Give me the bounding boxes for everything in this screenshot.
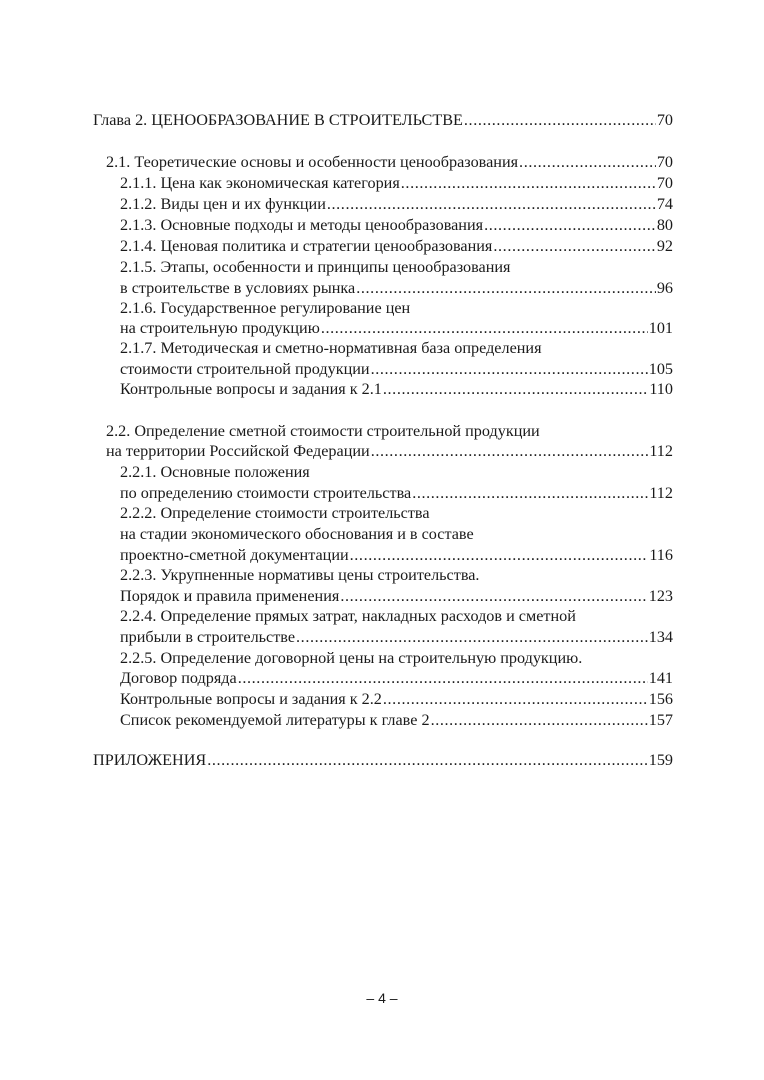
toc-entry-2-1-6-line1: 2.1.6. Государственное регулирование цен: [120, 299, 411, 317]
toc-entry-text: 2.1.2. Виды цен и их функции: [120, 195, 326, 213]
toc-page-number: 134: [648, 628, 673, 646]
toc-entry-2-1-2: [120, 194, 673, 214]
toc-entry-text: прибыли в строительстве: [120, 628, 296, 646]
toc-page-number: 92: [656, 237, 673, 255]
toc-page-number: 123: [648, 587, 673, 605]
toc-leader-dots: [371, 441, 649, 461]
toc-leader-dots: [207, 750, 648, 770]
toc-leader-dots: [238, 668, 648, 688]
toc-page-number: 70: [656, 111, 673, 129]
toc-leader-dots: [340, 586, 647, 606]
toc-leader-dots: [296, 627, 648, 647]
toc-entry-2-2-5-line1: 2.2.5. Определение договорной цены на строительную продукцию.: [120, 649, 583, 667]
toc-entry-text: 2.1.3. Основные подходы и методы ценообразования: [120, 216, 484, 234]
toc-entry-text: Контрольные вопросы и задания к 2.1: [120, 380, 382, 398]
toc-entry-2-1-5: [120, 278, 673, 298]
toc-page-number: 112: [649, 442, 673, 460]
toc-entry-questions-2-2: [120, 689, 673, 709]
toc-entry-2-1-5-line1: 2.1.5. Этапы, особенности и принципы ценообразования: [120, 258, 511, 276]
toc-entry-text: Порядок и правила применения: [120, 587, 340, 605]
toc-entry-2-2: [106, 441, 673, 461]
toc-page-number: 116: [649, 546, 673, 564]
toc-entry-text: 2.1. Теоретические основы и особенности ценообразования: [106, 153, 519, 171]
toc-entry-2-2-4-line1: 2.2.4. Определение прямых затрат, накладных расходов и сметной: [120, 607, 576, 625]
toc-page-number: 96: [656, 279, 673, 297]
toc-entry-text: на строительную продукцию: [120, 319, 320, 337]
toc-entry-text: 2.1.4. Ценовая политика и стратегии ценообразования: [120, 237, 493, 255]
toc-page-number: 159: [648, 751, 673, 769]
toc-entry-2-2-2-line1: 2.2.2. Определение стоимости строительства: [120, 504, 430, 522]
toc-entry-text: ПРИЛОЖЕНИЯ: [93, 751, 207, 769]
toc-page-number: 105: [648, 360, 673, 378]
toc-entry-2-2-2: [120, 545, 673, 565]
toc-entry-2-1-6: [120, 318, 673, 338]
toc-entry-text: стоимости строительной продукции: [120, 360, 370, 378]
toc-entry-text: Контрольные вопросы и задания к 2.2: [120, 690, 382, 708]
toc-entry-2-2-line1: 2.2. Определение сметной стоимости строительной продукции: [106, 422, 540, 440]
toc-entry-2-2-5: [120, 668, 673, 688]
toc-leader-dots: [383, 379, 648, 399]
toc-leader-dots: [431, 710, 648, 730]
toc-page-number: 101: [648, 319, 673, 337]
toc-entry-chapter-2: [93, 110, 673, 130]
toc-entry-2-1-1: [120, 173, 673, 193]
toc-page-number: 80: [656, 216, 673, 234]
toc-page-number: 70: [656, 153, 673, 171]
toc-leader-dots: [412, 483, 648, 503]
toc-entry-2-1-3: [120, 215, 673, 235]
toc-page-number: 141: [648, 669, 673, 687]
toc-entry-2-2-2-line2: на стадии экономического обоснования и в составе: [120, 525, 474, 543]
toc-entry-2-1-7: [120, 359, 673, 379]
toc-leader-dots: [371, 359, 648, 379]
toc-entry-text: 2.1.1. Цена как экономическая категория: [120, 174, 400, 192]
toc-leader-dots: [493, 236, 655, 256]
toc-entry-2-2-1-line1: 2.2.1. Основные положения: [120, 463, 310, 481]
page-number: – 4 –: [366, 990, 398, 1006]
toc-entry-2-2-4: [120, 627, 673, 647]
toc-leader-dots: [383, 689, 648, 709]
toc-page-number: 112: [649, 484, 673, 502]
toc-leader-dots: [327, 194, 656, 214]
toc-entry-2-2-3: [120, 586, 673, 606]
toc-leader-dots: [350, 545, 649, 565]
toc-entry-text: Глава 2. ЦЕНООБРАЗОВАНИЕ В СТРОИТЕЛЬСТВЕ: [93, 111, 463, 129]
toc-entry-2-1-7-line1: 2.1.7. Методическая и сметно-нормативная база определения: [120, 339, 542, 357]
toc-leader-dots: [464, 110, 656, 130]
toc-entry-literature-2: [120, 710, 673, 730]
toc-leader-dots: [321, 318, 648, 338]
toc-page-number: 157: [648, 711, 673, 729]
toc-entry-text: по определению стоимости строительства: [120, 484, 412, 502]
toc-leader-dots: [356, 278, 656, 298]
toc-page-number: 74: [656, 195, 673, 213]
toc-entry-text: Договор подряда: [120, 669, 237, 687]
toc-entry-text: проектно-сметной документации: [120, 546, 349, 564]
toc-entry-2-2-1: [120, 483, 673, 503]
toc-entry-2-1: [106, 152, 673, 172]
toc-entry-2-1-4: [120, 236, 673, 256]
toc-entry-text: в строительстве в условиях рынка: [120, 279, 356, 297]
toc-page-number: 156: [648, 690, 673, 708]
toc-page-number: 110: [649, 380, 673, 398]
toc-entry-2-2-3-line1: 2.2.3. Укрупненные нормативы цены строительства.: [120, 566, 480, 584]
toc-leader-dots: [484, 215, 656, 235]
toc-entry-text: Список рекомендуемой литературы к главе 2: [120, 711, 430, 729]
toc-leader-dots: [401, 173, 656, 193]
toc-entry-questions-2-1: [120, 379, 673, 399]
toc-page-number: 70: [656, 174, 673, 192]
toc-entry-appendix: [93, 750, 673, 770]
toc-entry-text: на территории Российской Федерации: [106, 442, 370, 460]
toc-leader-dots: [519, 152, 656, 172]
